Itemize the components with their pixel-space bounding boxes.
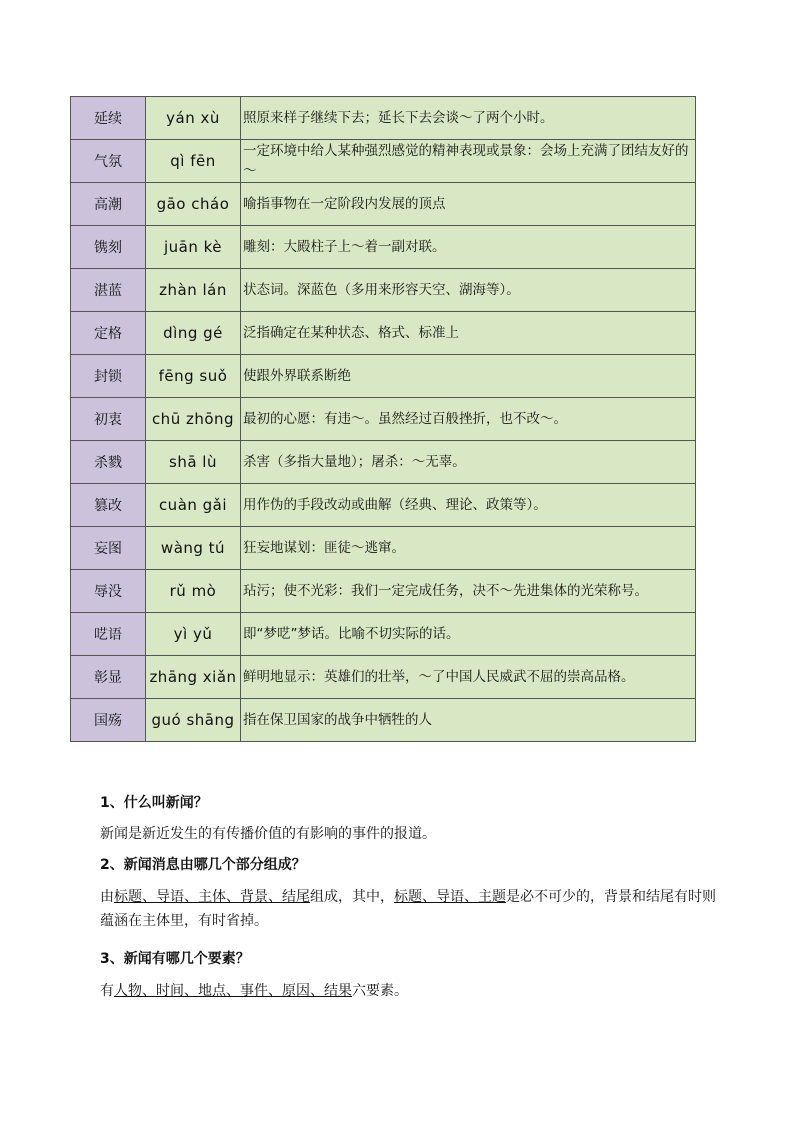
vocab-row	[71, 699, 696, 742]
vocab-definition: 指在保卫国家的战争中牺牲的人	[241, 699, 696, 742]
vocab-row	[71, 656, 696, 699]
vocab-row	[71, 441, 696, 484]
answer-3-elements: 人物、时间、地点、事件、原因、结果	[114, 983, 352, 999]
vocab-definition: 杀害（多指大量地）；屠杀：～无辜。	[241, 441, 696, 484]
vocab-word: 气氛	[71, 140, 146, 183]
vocab-pinyin: qì fēn	[146, 140, 241, 183]
vocab-word: 呓语	[71, 613, 146, 656]
vocab-definition: 使跟外界联系断绝	[241, 355, 696, 398]
vocab-pinyin: juān kè	[146, 226, 241, 269]
question-2: 2、新闻消息由哪几个部分组成？	[100, 857, 306, 873]
answer-2-required-parts: 标题、导语、主题	[394, 889, 506, 905]
vocab-word: 国殇	[71, 699, 146, 742]
answer-2	[100, 885, 724, 933]
question-3: 3、新闻有哪几个要素？	[100, 951, 250, 967]
vocab-definition: 用作伪的手段改动或曲解（经典、理论、政策等）。	[241, 484, 696, 527]
vocab-definition: 雕刻：大殿柱子上～着一副对联。	[241, 226, 696, 269]
vocab-pinyin: gāo cháo	[146, 183, 241, 226]
vocab-row	[71, 613, 696, 656]
vocab-definition: 最初的心愿：有违～。虽然经过百般挫折，也不改～。	[241, 398, 696, 441]
vocab-pinyin: zhāng xiǎn	[146, 656, 241, 699]
vocab-pinyin: rǔ mò	[146, 570, 241, 613]
vocab-row	[71, 312, 696, 355]
vocab-definition: 即“梦呓”梦话。比喻不切实际的话。	[241, 613, 696, 656]
vocab-row	[71, 570, 696, 613]
vocab-pinyin: dìng gé	[146, 312, 241, 355]
vocab-row	[71, 97, 696, 140]
vocab-definition: 状态词。深蓝色（多用来形容天空、湖海等）。	[241, 269, 696, 312]
vocabulary-table	[70, 96, 696, 742]
answer-1: 新闻是新近发生的有传播价值的有影响的事件的报道。	[100, 826, 436, 842]
vocab-definition: 玷污；使不光彩：我们一定完成任务，决不～先进集体的光荣称号。	[241, 570, 696, 613]
vocab-word: 湛蓝	[71, 269, 146, 312]
vocab-word: 高潮	[71, 183, 146, 226]
vocab-row	[71, 484, 696, 527]
vocab-pinyin: fēng suǒ	[146, 355, 241, 398]
answer-2-ending: 是必不可少的，背景和结尾有时则蕴涵在主体里，有时省掉。	[100, 889, 716, 929]
vocab-pinyin: yán xù	[146, 97, 241, 140]
vocab-definition: 喻指事物在一定阶段内发展的顶点	[241, 183, 696, 226]
vocab-pinyin: wàng tú	[146, 527, 241, 570]
vocab-pinyin: guó shāng	[146, 699, 241, 742]
vocab-word: 篡改	[71, 484, 146, 527]
vocab-word: 辱没	[71, 570, 146, 613]
answer-3-ending: 六要素。	[352, 983, 408, 999]
vocab-pinyin: cuàn gǎi	[146, 484, 241, 527]
vocab-row	[71, 527, 696, 570]
vocab-row	[71, 226, 696, 269]
vocab-row	[71, 269, 696, 312]
vocab-row	[71, 398, 696, 441]
vocab-word: 镌刻	[71, 226, 146, 269]
vocabulary-table-body	[71, 97, 696, 742]
vocab-definition: 泛指确定在某种状态、格式、标准上	[241, 312, 696, 355]
vocab-word: 封锁	[71, 355, 146, 398]
answer-3-intro: 有	[100, 983, 114, 999]
answer-2-intro: 由	[100, 889, 114, 905]
vocab-definition: 一定环境中给人某种强烈感觉的精神表现或景象：会场上充满了团结友好的～	[241, 140, 696, 183]
vocab-word: 定格	[71, 312, 146, 355]
vocab-pinyin: zhàn lán	[146, 269, 241, 312]
vocab-pinyin: yì yǔ	[146, 613, 241, 656]
vocab-row	[71, 183, 696, 226]
question-1: 1、什么叫新闻？	[100, 795, 208, 811]
answer-3	[100, 980, 730, 1002]
vocab-definition: 狂妄地谋划：匪徒～逃窜。	[241, 527, 696, 570]
vocab-row	[71, 140, 696, 183]
vocab-word: 彰显	[71, 656, 146, 699]
answer-2-middle: 组成，其中，	[310, 889, 394, 905]
vocab-definition: 照原来样子继续下去；延长下去会谈～了两个小时。	[241, 97, 696, 140]
vocab-word: 延续	[71, 97, 146, 140]
vocab-row	[71, 355, 696, 398]
vocab-pinyin: shā lù	[146, 441, 241, 484]
vocab-definition: 鲜明地显示：英雄们的壮举，～了中国人民威武不屈的崇高品格。	[241, 656, 696, 699]
vocab-pinyin: chū zhōng	[146, 398, 241, 441]
vocab-word: 初衷	[71, 398, 146, 441]
answer-2-components: 标题、导语、主体、背景、结尾	[114, 889, 310, 905]
vocab-word: 妄图	[71, 527, 146, 570]
vocab-word: 杀戮	[71, 441, 146, 484]
